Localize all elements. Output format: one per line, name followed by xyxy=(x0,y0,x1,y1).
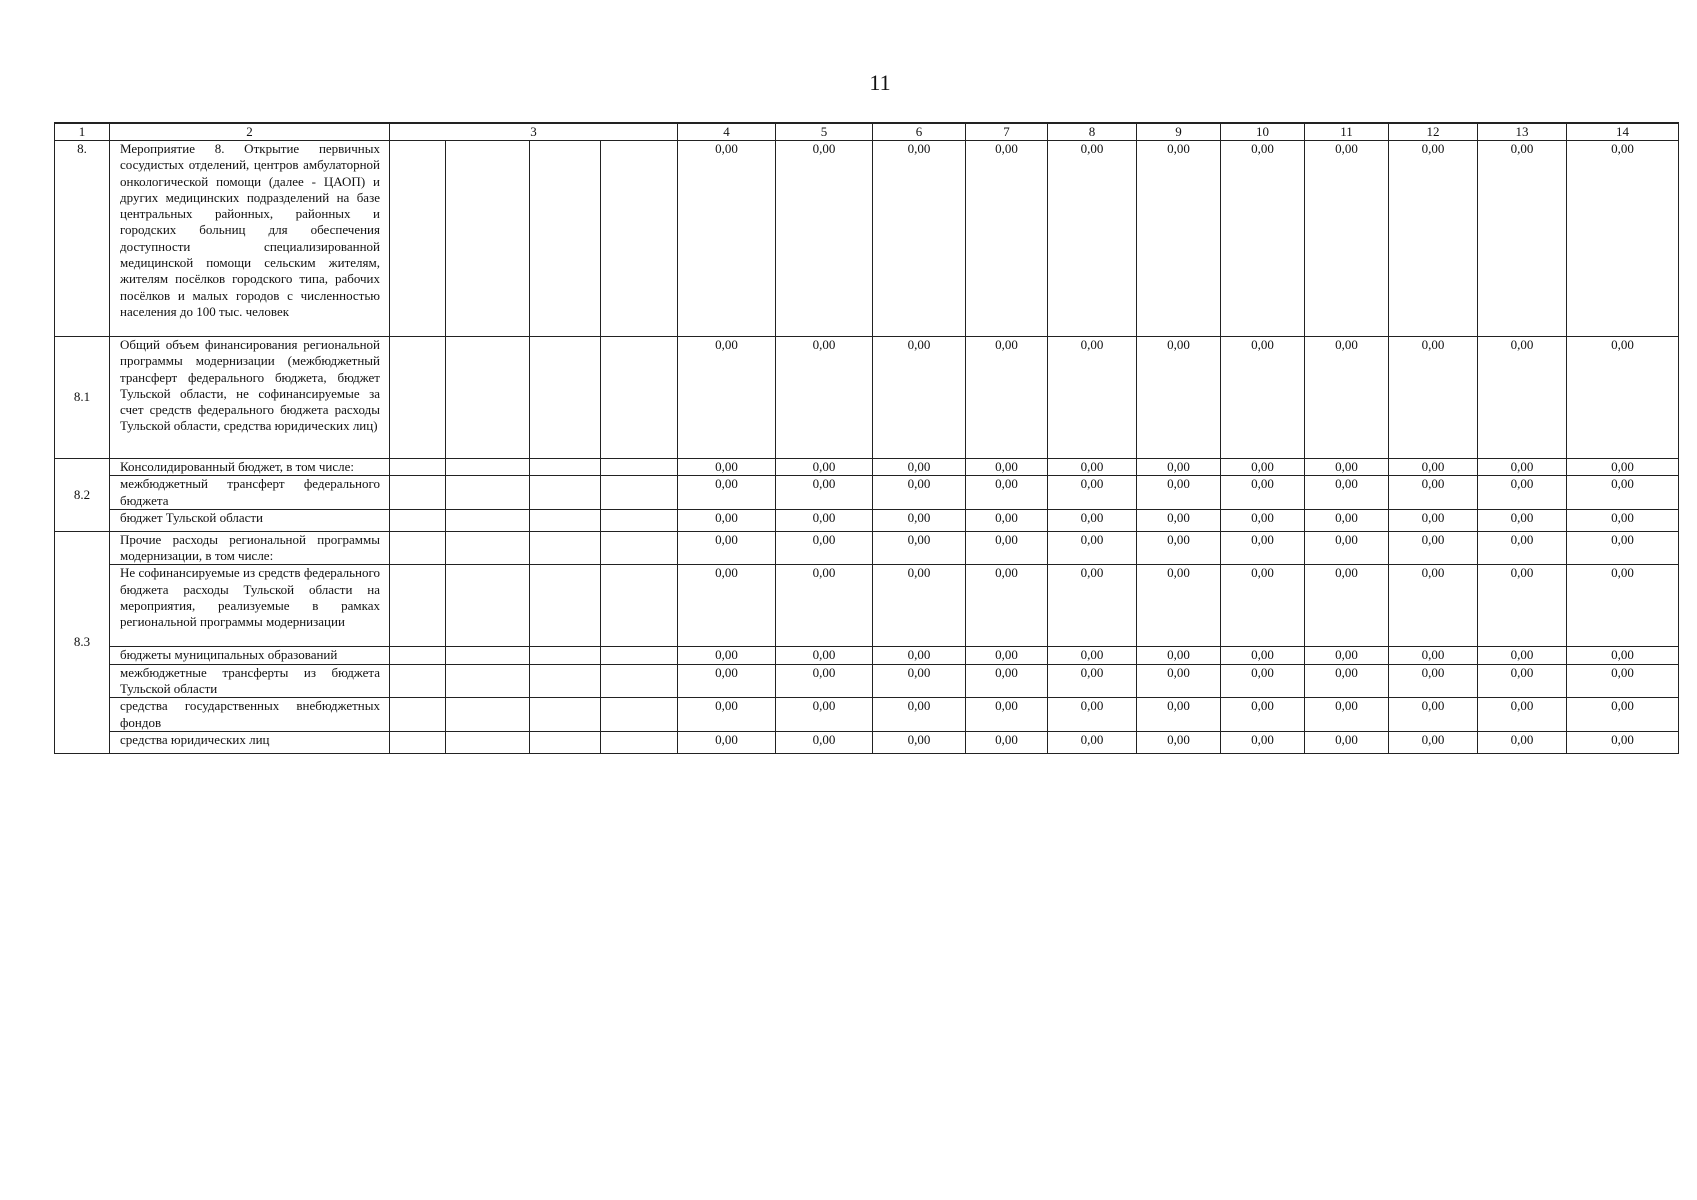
value-cell: 0,00 xyxy=(966,476,1048,510)
value-cell: 0,00 xyxy=(1389,459,1478,476)
value-cell: 0,00 xyxy=(1305,698,1389,732)
value-cell: 0,00 xyxy=(1478,731,1567,753)
value-cell: 0,00 xyxy=(1048,731,1137,753)
value-cell: 0,00 xyxy=(1478,476,1567,510)
empty-cell xyxy=(446,731,530,753)
value-cell: 0,00 xyxy=(1221,531,1305,565)
row-description: Не софинансируемые из средств федерального бюджета расходы Тульской области на мероприятия, реализуемые в рамках региональной программы модернизации xyxy=(110,565,390,647)
value-cell: 0,00 xyxy=(1567,337,1679,459)
empty-cell xyxy=(390,141,446,337)
value-cell: 0,00 xyxy=(1567,647,1679,664)
empty-cell xyxy=(446,531,530,565)
value-cell: 0,00 xyxy=(1478,141,1567,337)
value-cell: 0,00 xyxy=(1478,664,1567,698)
value-cell: 0,00 xyxy=(873,459,966,476)
value-cell: 0,00 xyxy=(1305,459,1389,476)
header-cell: 9 xyxy=(1137,123,1221,141)
value-cell: 0,00 xyxy=(1137,531,1221,565)
value-cell: 0,00 xyxy=(1567,459,1679,476)
value-cell: 0,00 xyxy=(1478,459,1567,476)
value-cell: 0,00 xyxy=(1137,647,1221,664)
value-cell: 0,00 xyxy=(1137,565,1221,647)
empty-cell xyxy=(390,531,446,565)
empty-cell xyxy=(601,664,678,698)
table-row xyxy=(55,647,1679,664)
value-cell: 0,00 xyxy=(776,509,873,531)
value-cell: 0,00 xyxy=(873,698,966,732)
header-cell: 10 xyxy=(1221,123,1305,141)
row-description: Общий объем финансирования региональной программы модернизации (межбюджетный трансферт федерального бюджета, бюджет Тульской области, не софинансируемые за счет средств федерального бюджета расходы Тульской области, средства юридических лиц) xyxy=(110,337,390,459)
financing-table xyxy=(54,122,1679,754)
row-number: 8.3 xyxy=(55,531,110,753)
empty-cell xyxy=(446,141,530,337)
header-cell: 1 xyxy=(55,123,110,141)
header-cell: 4 xyxy=(678,123,776,141)
value-cell: 0,00 xyxy=(1389,565,1478,647)
value-cell: 0,00 xyxy=(1137,476,1221,510)
value-cell: 0,00 xyxy=(1305,731,1389,753)
value-cell: 0,00 xyxy=(1567,664,1679,698)
value-cell: 0,00 xyxy=(1048,459,1137,476)
value-cell: 0,00 xyxy=(678,731,776,753)
table-row xyxy=(55,337,1679,459)
value-cell: 0,00 xyxy=(1389,509,1478,531)
value-cell: 0,00 xyxy=(1389,531,1478,565)
value-cell: 0,00 xyxy=(873,509,966,531)
empty-cell xyxy=(530,731,601,753)
value-cell: 0,00 xyxy=(1478,698,1567,732)
row-description: межбюджетные трансферты из бюджета Тульской области xyxy=(110,664,390,698)
empty-cell xyxy=(530,664,601,698)
row-description: Прочие расходы региональной программы модернизации, в том числе: xyxy=(110,531,390,565)
value-cell: 0,00 xyxy=(1137,664,1221,698)
value-cell: 0,00 xyxy=(873,664,966,698)
value-cell: 0,00 xyxy=(1305,509,1389,531)
value-cell: 0,00 xyxy=(1137,731,1221,753)
row-description: средства государственных внебюджетных фондов xyxy=(110,698,390,732)
row-number: 8.2 xyxy=(55,459,110,532)
table-row xyxy=(55,664,1679,698)
value-cell: 0,00 xyxy=(1048,531,1137,565)
value-cell: 0,00 xyxy=(1221,698,1305,732)
empty-cell xyxy=(601,531,678,565)
empty-cell xyxy=(601,476,678,510)
empty-cell xyxy=(446,459,530,476)
value-cell: 0,00 xyxy=(1305,565,1389,647)
value-cell: 0,00 xyxy=(1048,509,1137,531)
value-cell: 0,00 xyxy=(966,664,1048,698)
table-row xyxy=(55,565,1679,647)
value-cell: 0,00 xyxy=(1389,731,1478,753)
empty-cell xyxy=(446,647,530,664)
value-cell: 0,00 xyxy=(1478,647,1567,664)
value-cell: 0,00 xyxy=(776,698,873,732)
value-cell: 0,00 xyxy=(1567,565,1679,647)
value-cell: 0,00 xyxy=(1048,565,1137,647)
value-cell: 0,00 xyxy=(1305,337,1389,459)
value-cell: 0,00 xyxy=(1389,698,1478,732)
value-cell: 0,00 xyxy=(1389,476,1478,510)
value-cell: 0,00 xyxy=(1221,509,1305,531)
header-cell: 7 xyxy=(966,123,1048,141)
value-cell: 0,00 xyxy=(776,141,873,337)
header-cell: 5 xyxy=(776,123,873,141)
table-row xyxy=(55,731,1679,753)
row-description: бюджеты муниципальных образований xyxy=(110,647,390,664)
value-cell: 0,00 xyxy=(1305,531,1389,565)
row-number: 8.1 xyxy=(55,337,110,459)
value-cell: 0,00 xyxy=(776,531,873,565)
value-cell: 0,00 xyxy=(873,565,966,647)
empty-cell xyxy=(446,337,530,459)
empty-cell xyxy=(530,459,601,476)
empty-cell xyxy=(601,337,678,459)
value-cell: 0,00 xyxy=(776,476,873,510)
table-row xyxy=(55,698,1679,732)
value-cell: 0,00 xyxy=(966,565,1048,647)
empty-cell xyxy=(530,698,601,732)
value-cell: 0,00 xyxy=(1048,337,1137,459)
value-cell: 0,00 xyxy=(1389,141,1478,337)
header-cell: 2 xyxy=(110,123,390,141)
empty-cell xyxy=(530,531,601,565)
value-cell: 0,00 xyxy=(873,337,966,459)
empty-cell xyxy=(390,476,446,510)
value-cell: 0,00 xyxy=(1389,337,1478,459)
empty-cell xyxy=(390,698,446,732)
value-cell: 0,00 xyxy=(1478,509,1567,531)
empty-cell xyxy=(446,476,530,510)
value-cell: 0,00 xyxy=(966,459,1048,476)
value-cell: 0,00 xyxy=(1048,141,1137,337)
empty-cell xyxy=(530,141,601,337)
value-cell: 0,00 xyxy=(776,731,873,753)
value-cell: 0,00 xyxy=(1221,731,1305,753)
value-cell: 0,00 xyxy=(678,459,776,476)
empty-cell xyxy=(530,476,601,510)
value-cell: 0,00 xyxy=(1221,141,1305,337)
value-cell: 0,00 xyxy=(1305,141,1389,337)
value-cell: 0,00 xyxy=(1048,698,1137,732)
value-cell: 0,00 xyxy=(678,565,776,647)
row-description: межбюджетный трансферт федерального бюджета xyxy=(110,476,390,510)
value-cell: 0,00 xyxy=(1221,664,1305,698)
table-row xyxy=(55,509,1679,531)
empty-cell xyxy=(390,731,446,753)
value-cell: 0,00 xyxy=(776,565,873,647)
value-cell: 0,00 xyxy=(1221,459,1305,476)
value-cell: 0,00 xyxy=(1305,476,1389,510)
value-cell: 0,00 xyxy=(966,531,1048,565)
empty-cell xyxy=(530,509,601,531)
empty-cell xyxy=(390,337,446,459)
value-cell: 0,00 xyxy=(966,698,1048,732)
header-cell: 12 xyxy=(1389,123,1478,141)
value-cell: 0,00 xyxy=(1567,476,1679,510)
empty-cell xyxy=(601,731,678,753)
value-cell: 0,00 xyxy=(873,731,966,753)
value-cell: 0,00 xyxy=(776,459,873,476)
empty-cell xyxy=(390,565,446,647)
value-cell: 0,00 xyxy=(966,509,1048,531)
value-cell: 0,00 xyxy=(678,509,776,531)
row-description: бюджет Тульской области xyxy=(110,509,390,531)
value-cell: 0,00 xyxy=(1221,647,1305,664)
header-cell: 6 xyxy=(873,123,966,141)
empty-cell xyxy=(390,664,446,698)
empty-cell xyxy=(601,565,678,647)
value-cell: 0,00 xyxy=(1048,476,1137,510)
header-cell: 8 xyxy=(1048,123,1137,141)
value-cell: 0,00 xyxy=(1221,565,1305,647)
page-number: 11 xyxy=(869,70,891,95)
row-description: средства юридических лиц xyxy=(110,731,390,753)
empty-cell xyxy=(601,141,678,337)
value-cell: 0,00 xyxy=(776,337,873,459)
value-cell: 0,00 xyxy=(1389,647,1478,664)
value-cell: 0,00 xyxy=(1137,509,1221,531)
value-cell: 0,00 xyxy=(1478,337,1567,459)
value-cell: 0,00 xyxy=(1305,664,1389,698)
table-row xyxy=(55,141,1679,337)
value-cell: 0,00 xyxy=(1137,337,1221,459)
value-cell: 0,00 xyxy=(776,664,873,698)
value-cell: 0,00 xyxy=(1567,509,1679,531)
empty-cell xyxy=(601,698,678,732)
empty-cell xyxy=(530,565,601,647)
value-cell: 0,00 xyxy=(678,698,776,732)
row-description: Мероприятие 8. Открытие первичных сосудистых отделений, центров амбулаторной онкологической помощи (далее - ЦАОП) и других медицинских подразделений на базе центральных районных, районных и городских больниц для обеспечения доступности специализированной медицинской помощи сельским жителям, жителям посёлков городского типа, рабочих посёлков и малых городов с численностью населения до 100 тыс. человек xyxy=(110,141,390,337)
row-description: Консолидированный бюджет, в том числе: xyxy=(110,459,390,476)
value-cell: 0,00 xyxy=(1137,141,1221,337)
value-cell: 0,00 xyxy=(1567,141,1679,337)
empty-cell xyxy=(601,647,678,664)
value-cell: 0,00 xyxy=(776,647,873,664)
empty-cell xyxy=(601,509,678,531)
header-cell: 3 xyxy=(390,123,678,141)
value-cell: 0,00 xyxy=(966,141,1048,337)
value-cell: 0,00 xyxy=(966,647,1048,664)
value-cell: 0,00 xyxy=(1389,664,1478,698)
value-cell: 0,00 xyxy=(1137,698,1221,732)
empty-cell xyxy=(530,647,601,664)
value-cell: 0,00 xyxy=(1478,531,1567,565)
value-cell: 0,00 xyxy=(1048,664,1137,698)
table-row xyxy=(55,476,1679,510)
value-cell: 0,00 xyxy=(678,141,776,337)
value-cell: 0,00 xyxy=(1567,531,1679,565)
value-cell: 0,00 xyxy=(966,337,1048,459)
value-cell: 0,00 xyxy=(678,664,776,698)
value-cell: 0,00 xyxy=(1478,565,1567,647)
value-cell: 0,00 xyxy=(1567,698,1679,732)
value-cell: 0,00 xyxy=(678,476,776,510)
value-cell: 0,00 xyxy=(873,476,966,510)
table-row xyxy=(55,459,1679,476)
empty-cell xyxy=(390,459,446,476)
header-cell: 14 xyxy=(1567,123,1679,141)
value-cell: 0,00 xyxy=(678,647,776,664)
value-cell: 0,00 xyxy=(1048,647,1137,664)
empty-cell xyxy=(446,509,530,531)
value-cell: 0,00 xyxy=(678,531,776,565)
value-cell: 0,00 xyxy=(1221,337,1305,459)
empty-cell xyxy=(446,565,530,647)
value-cell: 0,00 xyxy=(678,337,776,459)
value-cell: 0,00 xyxy=(1137,459,1221,476)
row-number: 8. xyxy=(55,141,110,337)
value-cell: 0,00 xyxy=(966,731,1048,753)
value-cell: 0,00 xyxy=(1567,731,1679,753)
header-cell: 11 xyxy=(1305,123,1389,141)
header-cell: 13 xyxy=(1478,123,1567,141)
value-cell: 0,00 xyxy=(873,531,966,565)
empty-cell xyxy=(446,698,530,732)
header-row xyxy=(55,123,1679,141)
empty-cell xyxy=(530,337,601,459)
value-cell: 0,00 xyxy=(1221,476,1305,510)
value-cell: 0,00 xyxy=(873,141,966,337)
empty-cell xyxy=(390,647,446,664)
value-cell: 0,00 xyxy=(873,647,966,664)
empty-cell xyxy=(390,509,446,531)
empty-cell xyxy=(446,664,530,698)
empty-cell xyxy=(601,459,678,476)
table-row xyxy=(55,531,1679,565)
value-cell: 0,00 xyxy=(1305,647,1389,664)
